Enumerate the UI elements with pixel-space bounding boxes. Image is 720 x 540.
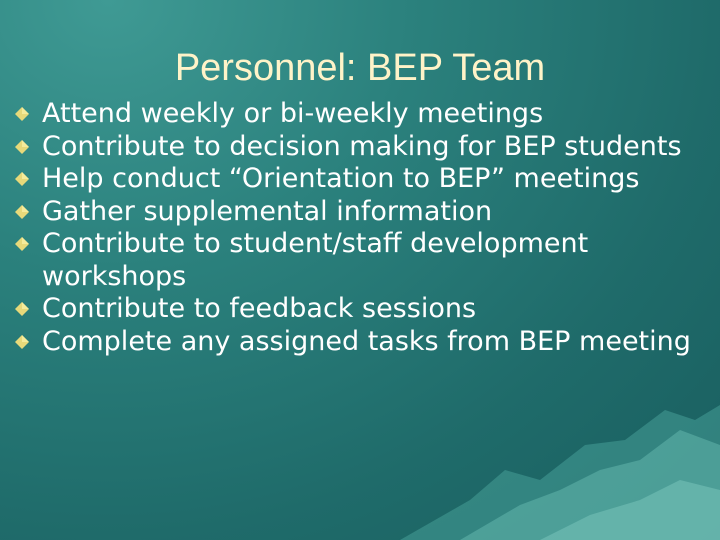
- bullet-item: [14, 163, 714, 196]
- diamond-bullet-icon: [14, 326, 42, 359]
- diamond-bullet-icon: [14, 98, 42, 131]
- diamond-bullet-icon: [14, 293, 42, 326]
- diamond-bullet-icon: [14, 228, 42, 261]
- bullet-text: Help conduct “Orientation to BEP” meetings: [42, 163, 640, 194]
- bullet-text: Gather supplemental information: [42, 195, 493, 227]
- bullet-item: [14, 98, 714, 131]
- bullet-text: Attend weekly or bi-weekly meetings: [42, 98, 544, 129]
- diamond-bullet-icon: [14, 131, 42, 164]
- bullet-list: [14, 98, 714, 358]
- bullet-item: [14, 228, 714, 293]
- bullet-text: Contribute to student/staff development workshops: [42, 228, 589, 292]
- bullet-text: Contribute to feedback sessions: [42, 293, 477, 324]
- bullet-text: Complete any assigned tasks from BEP meeting: [42, 325, 691, 357]
- bullet-item: [14, 293, 714, 326]
- bullet-item: [14, 326, 714, 359]
- bullet-item: [14, 196, 714, 229]
- slide-title: Personnel: BEP Team: [174, 47, 546, 89]
- diamond-bullet-icon: [14, 163, 42, 196]
- diamond-bullet-icon: [14, 196, 42, 229]
- bullet-item: [14, 131, 714, 164]
- bullet-text: Contribute to decision making for BEP students: [42, 130, 682, 162]
